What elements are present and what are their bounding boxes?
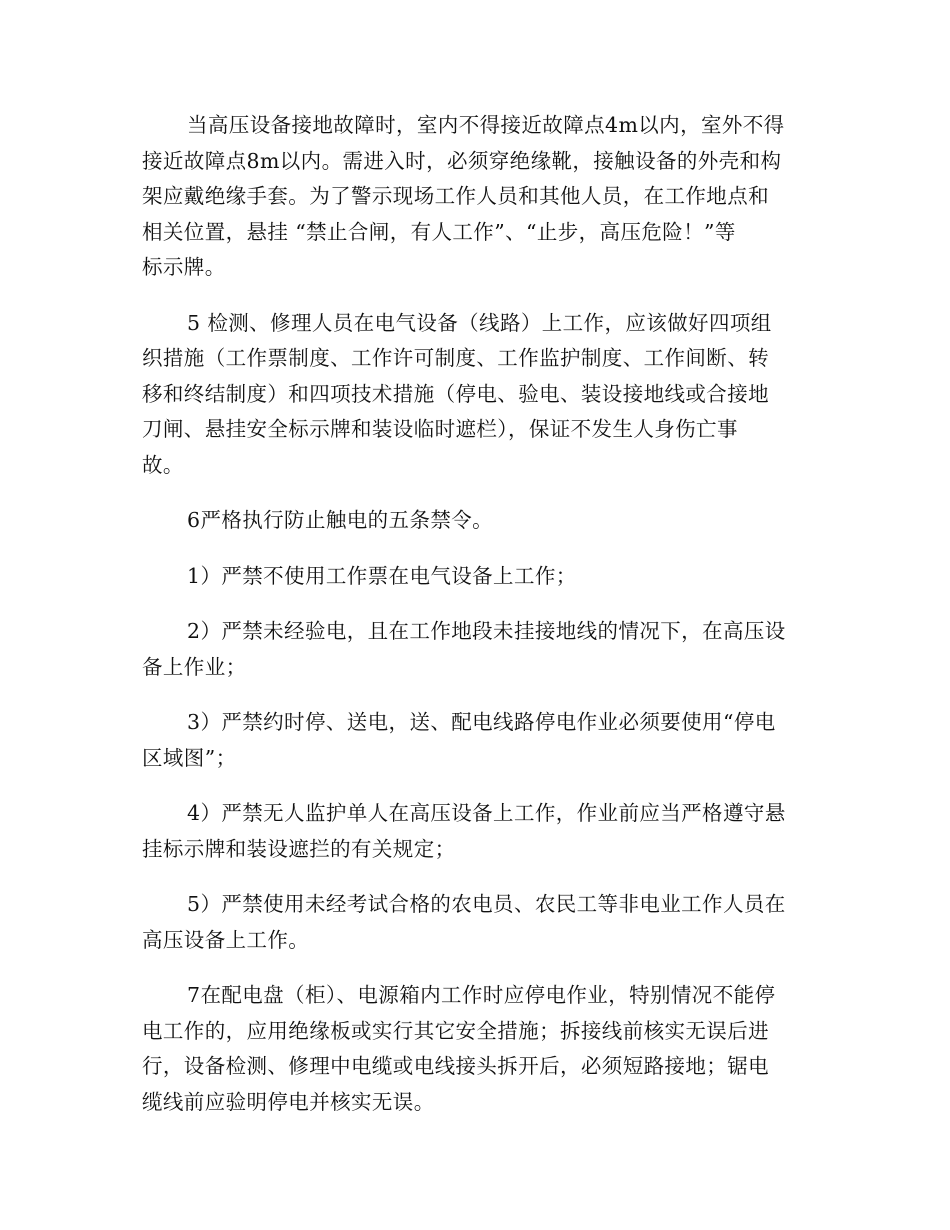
- paragraph-ground-fault: [142, 108, 808, 286]
- paragraph-line: 当高压设备接地故障时，室内不得接近故障点4m以内，室外不得: [187, 113, 785, 137]
- paragraph-rule-2: [142, 614, 808, 685]
- paragraph-item-5: [142, 306, 808, 484]
- paragraph-line: 5）严禁使用未经考试合格的农电员、农民工等非电业工作人员在: [187, 892, 786, 916]
- paragraph-item-6: [142, 503, 808, 539]
- paragraph-line: 4）严禁无人监护单人在高压设备上工作，作业前应当严格遵守悬: [187, 801, 786, 825]
- paragraph-line: 移和终结制度）和四项技术措施（停电、验电、装设接地线或合接地: [142, 381, 769, 406]
- paragraph-line: 3）严禁约时停、送电，送、配电线路停电作业必须要使用“停电: [187, 710, 776, 734]
- paragraph-line: 电工作的，应用绝缘板或实行其它安全措施；拆接线前核实无误后进: [142, 1018, 769, 1043]
- paragraph-line: 5 检测、修理人员在电气设备（线路）上工作，应该做好四项组: [187, 310, 772, 335]
- paragraph-rule-5: [142, 887, 808, 958]
- paragraph-line: 接近故障点8m以内。需进入时，必须穿绝缘靴，接触设备的外壳和构: [142, 148, 782, 173]
- paragraph-line: 行，设备检测、修理中电缆或电线接头拆开后，必须短路接地；锯电: [142, 1054, 769, 1078]
- paragraph-line: 标示牌。: [142, 255, 226, 279]
- paragraph-line: 6严格执行防止触电的五条禁令。: [187, 508, 494, 532]
- paragraph-line: 7在配电盘（柜）、电源箱内工作时应停电作业，特别情况不能停: [187, 983, 776, 1007]
- paragraph-rule-4: [142, 796, 808, 867]
- paragraph-line: 挂标示牌和装设遮拦的有关规定；: [142, 836, 456, 861]
- document-body: [142, 108, 808, 1140]
- paragraph-line: 刀闸、悬挂安全标示牌和装设临时遮栏），保证不发生人身伤亡事: [142, 417, 738, 441]
- paragraph-line: 故。: [142, 452, 184, 477]
- paragraph-line: 缆线前应验明停电并核实无误。: [142, 1089, 435, 1114]
- paragraph-rule-3: [142, 705, 808, 776]
- paragraph-rule-1: [142, 559, 808, 595]
- paragraph-line: 备上作业；: [142, 654, 247, 679]
- paragraph-line: 架应戴绝缘手套。为了警示现场工作人员和其他人员，在工作地点和: [142, 184, 769, 208]
- paragraph-item-7: [142, 978, 808, 1120]
- paragraph-line: 高压设备上工作。: [142, 927, 310, 952]
- paragraph-line: 织措施（工作票制度、工作许可制度、工作监护制度、工作间断、转: [142, 346, 769, 370]
- paragraph-line: 1）严禁不使用工作票在电气设备上工作；: [187, 563, 577, 588]
- paragraph-line: 2）严禁未经验电，且在工作地段未挂接地线的情况下，在高压设: [187, 619, 786, 643]
- paragraph-line: 区域图”；: [142, 745, 237, 770]
- paragraph-line: 相关位置，悬挂 “禁止合闸，有人工作”、“止步，高压危险！”等: [142, 219, 736, 244]
